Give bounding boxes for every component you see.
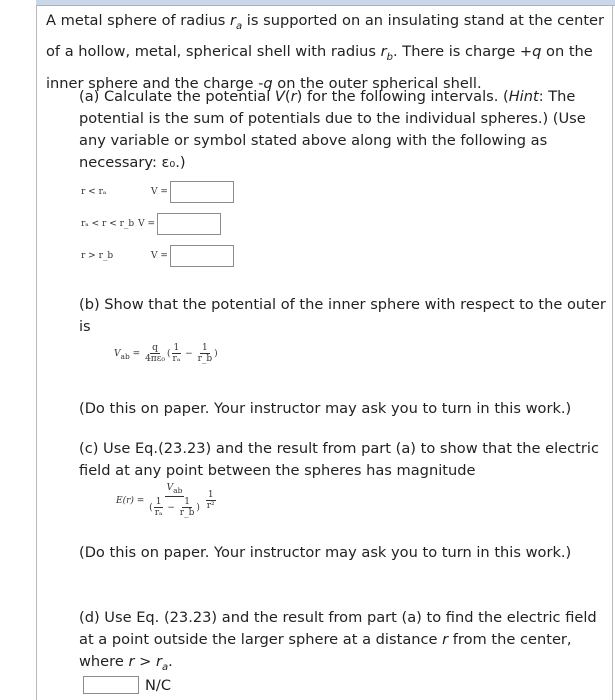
eq-denominator: 4πε₀ — [145, 354, 165, 364]
symbol-r: r — [290, 88, 297, 105]
eq-denominator: rₐ — [172, 354, 181, 364]
eq-numerator: 1 — [207, 489, 214, 500]
part-d-text: > — [134, 653, 156, 670]
eq-numerator: 1 — [173, 343, 180, 353]
symbol-q: q — [263, 74, 273, 92]
interval-label: r < rₐ — [81, 187, 107, 197]
intro-text: is supported on an insulating stand at the center of a hollow, metal, spherical shell with radius — [46, 12, 605, 61]
symbol-ra: r — [155, 653, 162, 670]
intro-text: . There is charge + — [393, 43, 533, 61]
part-b-note — [79, 398, 607, 420]
part-a-text: ) for the following intervals. ( — [296, 88, 509, 105]
eq-lhs: E(r) = — [116, 495, 145, 506]
intro-text: on the outer spherical shell. — [272, 74, 482, 92]
intro-text: A metal sphere of radius — [46, 12, 231, 29]
part-b-text: (b) Show that the potential of the inner sphere with respect to the outer is — [79, 296, 606, 335]
vab-equation: $V_{ab}$ = $\frac{q}{\text{4πε₀}}$ ( $\frac{1}{\text{rₐ}}$ − $\frac{1}{r\_b}$ ) — [114, 343, 218, 364]
unit-label: N/C — [145, 676, 172, 694]
answer-input-r-gt-rb[interactable] — [170, 245, 234, 267]
eq-fraction — [205, 490, 217, 511]
part-a-text: ( — [284, 88, 291, 105]
symbol-r: r — [128, 653, 135, 670]
eq-fraction — [178, 497, 197, 518]
potential-row-inside — [81, 180, 234, 204]
v-label: V = — [138, 219, 156, 229]
symbol-ra-sub: a — [161, 661, 169, 673]
symbol-rb-sub: b — [386, 52, 394, 64]
eq-equals: = — [132, 349, 141, 359]
symbol-r: r — [442, 631, 449, 648]
eq-minus: − — [167, 502, 175, 513]
part-a-text: (a) Calculate the potential — [79, 88, 275, 105]
answer-input-electric-field[interactable] — [83, 676, 139, 694]
v-label: V = — [151, 251, 168, 261]
part-a-prompt — [79, 86, 607, 174]
symbol-ra-sub: a — [236, 20, 243, 32]
eq-denominator: r_b — [197, 354, 213, 364]
symbol-v: V — [274, 88, 285, 105]
potential-row-between — [81, 212, 221, 236]
eq-minus: − — [185, 349, 193, 359]
part-a-text: : The potential is the sum of potentials due to the individual spheres.) (Use any variable or symbol stated above along with the following as necessary: ε₀.) — [79, 88, 586, 171]
eq-numerator — [165, 483, 185, 497]
eq-denominator: rₐ — [154, 507, 163, 518]
symbol-q: q — [532, 43, 542, 61]
eq-symbol: V — [114, 349, 121, 359]
part-c-note — [79, 542, 607, 564]
symbol-ra: r — [230, 12, 237, 29]
eq-fraction — [196, 343, 215, 364]
intro-text: on the inner sphere and the charge - — [46, 43, 593, 92]
eq-numerator: 1 — [155, 496, 162, 507]
eq-denominator: ( $\frac{1}{\text{rₐ}}$ − $\frac{1}{r\_b}$ ) — [149, 496, 200, 518]
eq-symbol-sub: ab — [120, 351, 130, 361]
eq-fraction — [171, 343, 183, 364]
eq-denominator: r² — [206, 500, 215, 511]
part-c-text: (c) Use Eq.(23.23) and the result from part (a) to show that the electric field at any point between the spheres has magnitude — [79, 440, 599, 479]
eq-numerator: q — [152, 343, 158, 353]
part-d-text: (d) Use Eq. (23.23) and the result from part (a) to find the electric field at a point outside the larger sphere at a distance — [79, 609, 597, 648]
potential-row-outside — [81, 244, 234, 268]
eq-fraction — [153, 497, 165, 518]
answer-input-ra-lt-r-lt-rb[interactable] — [157, 213, 221, 235]
note-text: (Do this on paper. Your instructor may ask you to turn in this work.) — [79, 400, 572, 417]
part-b-prompt — [79, 294, 607, 338]
part-c-prompt — [79, 438, 607, 482]
eq-fraction — [147, 483, 202, 518]
part-d-prompt — [79, 607, 607, 679]
answer-input-r-lt-ra[interactable] — [170, 181, 234, 203]
note-text: (Do this on paper. Your instructor may ask you to turn in this work.) — [79, 544, 572, 561]
eq-denominator: r_b — [179, 507, 195, 518]
eq-numerator: 1 — [184, 496, 190, 507]
eq-symbol-sub: ab — [173, 485, 183, 495]
interval-label: rₐ < r < r_b — [81, 219, 135, 229]
symbol-rb: r — [380, 43, 387, 61]
eq-numerator: 1 — [202, 343, 208, 353]
hint-label: Hint — [508, 88, 539, 105]
eq-fraction — [143, 343, 167, 364]
part-d-answer-row — [81, 676, 171, 694]
part-d-text: from the center, where — [79, 631, 572, 670]
interval-label: r > r_b — [81, 251, 114, 261]
part-d-text: . — [168, 653, 173, 670]
electric-field-equation — [116, 483, 217, 518]
problem-statement — [46, 8, 606, 96]
v-label: V = — [151, 187, 168, 197]
eq-symbol: V — [166, 483, 174, 493]
